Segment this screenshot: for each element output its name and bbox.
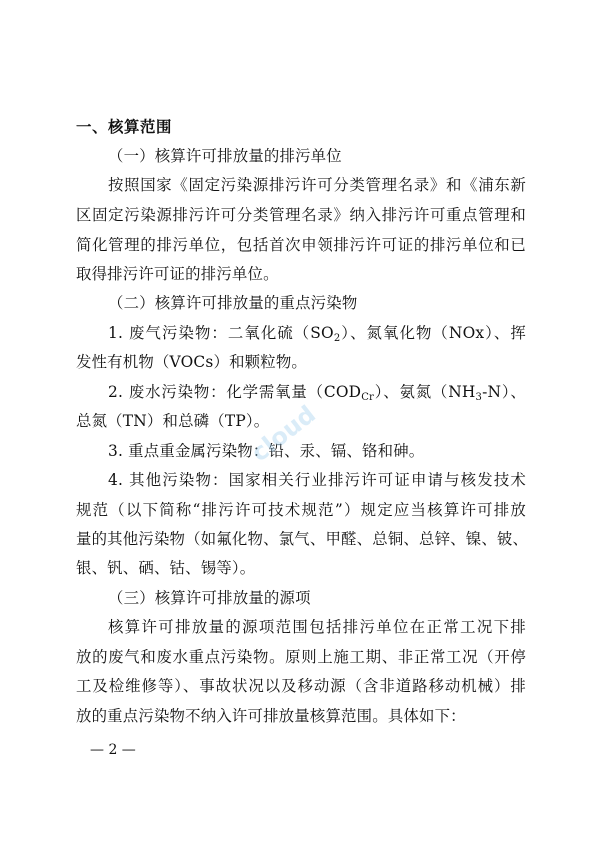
item-4-line-2: 规范（以下简称“排污许可技术规范”）规定应当核算许可排放 [76,501,526,519]
item-text: 2. 废水污染物：化学需氧量（COD [108,383,362,401]
paragraph-line: 按照国家《固定污染源排污许可分类管理名录》和《浦东新 [108,176,526,194]
item-text: ）、氨氮（NH [374,383,476,401]
paragraph-line: 工及检维修等）、事故状况以及移动源（含非道路移动机械）排 [76,677,526,695]
paragraph-line: 取得排污许可证的排污单位。 [76,265,279,283]
subsection-title-1: （一）核算许可排放量的排污单位 [108,147,342,165]
item-4-line-1: 4. 其他污染物：国家相关行业排污许可证申请与核发技术 [108,471,526,489]
page-number: — 2 — [90,742,136,758]
paragraph-line: 放的重点污染物不纳入许可排放量核算范围。具体如下： [76,707,466,725]
section-heading: 一、核算范围 [76,118,172,136]
item-text: 1. 废气污染物：二氧化硫（SO [108,324,334,342]
subscript: Cr [361,392,375,403]
paragraph-line: 简化管理的排污单位，包括首次申领排污许可证的排污单位和已 [76,236,526,254]
paragraph-line: 核算许可排放量的源项范围包括排污单位在正常工况下排 [108,618,526,636]
item-3-line-1: 3. 重点重金属污染物：铅、汞、镉、铬和砷。 [108,442,425,460]
item-2-line-2: 总氮（TN）和总磷（TP）。 [76,412,270,430]
item-text: -N）、 [482,383,526,401]
item-text: ）、氮氧化物（NOx）、挥 [340,324,526,342]
subscript: 2 [333,333,341,344]
watermark-logo: cloud [245,400,321,468]
item-1-line-2: 发性有机物（VOCs）和颗粒物。 [76,353,308,371]
subsection-title-2: （二）核算许可排放量的重点污染物 [108,294,358,312]
item-4-line-3: 量的其他污染物（如氟化物、氯气、甲醛、总铜、总锌、镍、铍、 [76,530,529,548]
paragraph-line: 区固定污染源排污许可分类管理名录》纳入排污许可重点管理和 [76,206,526,224]
subscript: 3 [475,392,483,403]
subsection-title-3: （三）核算许可排放量的源项 [108,589,311,607]
item-4-line-4: 银、钒、硒、钴、锡等）。 [76,559,256,577]
item-1-line-1 [108,323,526,343]
paragraph-line: 放的废气和废水重点污染物。原则上施工期、非正常工况（开停 [76,648,526,666]
